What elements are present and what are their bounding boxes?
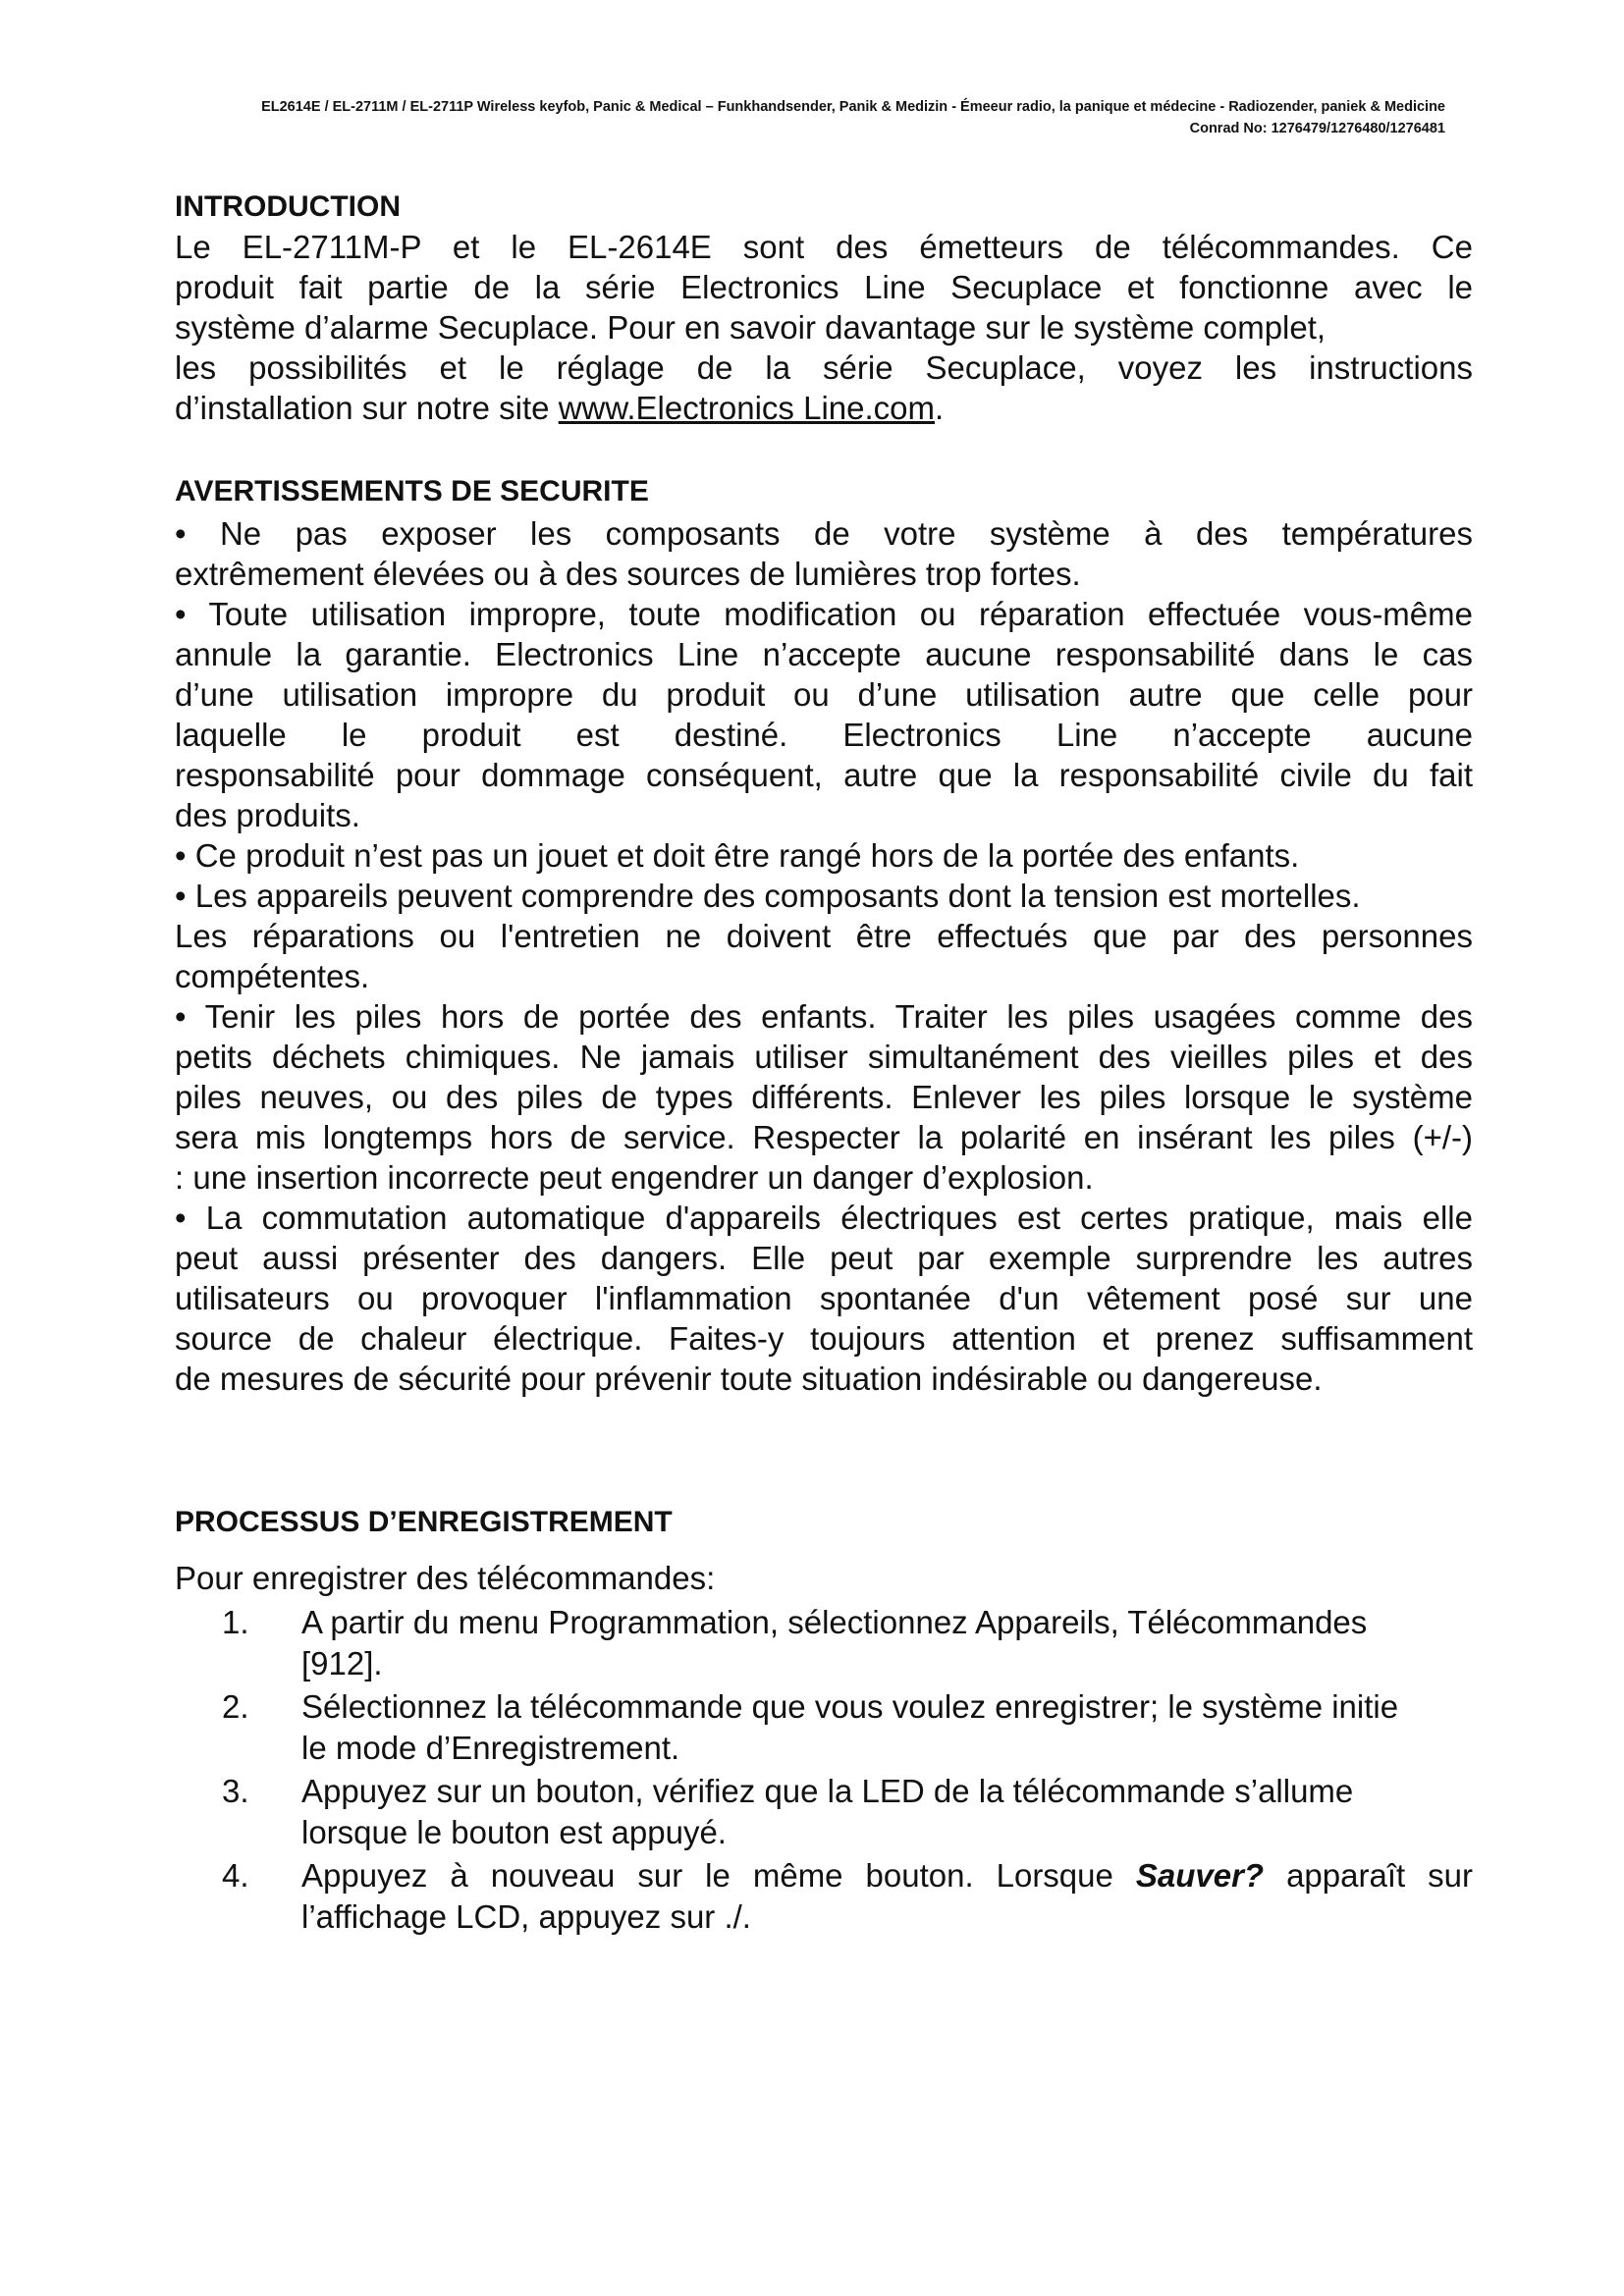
intro-text: d’installation sur notre site <box>175 390 559 426</box>
step-text: l’affichage LCD, appuyez sur ./. <box>301 1898 751 1935</box>
safety-line: • Les appareils peuvent comprendre des composants dont la tension est mortelles. <box>175 878 1361 914</box>
intro-line-last <box>175 388 1473 428</box>
website-link[interactable]: www.Electronics Line.com <box>558 390 936 426</box>
step-item <box>175 1855 1473 1938</box>
introduction-section <box>175 187 1473 428</box>
registration-section <box>175 1502 1473 1940</box>
safety-line: sera mis longtemps hors de service. Respecter la polarité en insérant les piles (+/-) <box>175 1119 1473 1155</box>
step-text: Appuyez sur un bouton, vérifiez que la LED de la télécommande s’allume <box>301 1773 1354 1809</box>
lcd-prompt: Sauver? <box>1135 1857 1265 1894</box>
safety-line: extrêmement élevées ou à des sources de lumières trop fortes. <box>175 556 1081 592</box>
registration-heading: PROCESSUS D’ENREGISTREMENT <box>175 1506 673 1538</box>
safety-line: • Ne pas exposer les composants de votre système à des températures <box>175 515 1473 552</box>
safety-heading: AVERTISSEMENTS DE SECURITE <box>175 475 649 507</box>
safety-line: compétentes. <box>175 958 370 994</box>
step-number: 2. <box>222 1688 249 1725</box>
safety-line: laquelle le produit est destiné. Electronics Line n’accepte aucune <box>175 717 1473 753</box>
intro-text: . <box>935 390 945 426</box>
safety-line: piles neuves, ou des piles de types différents. Enlever les piles lorsque le système <box>175 1079 1473 1115</box>
safety-line: source de chaleur électrique. Faites-y toujours attention et prenez suffisamment <box>175 1320 1473 1357</box>
step-text-part: Appuyez à nouveau sur le même bouton. Lorsque <box>301 1857 1136 1894</box>
safety-line: • La commutation automatique d'appareils électriques est certes pratique, mais elle <box>175 1200 1473 1236</box>
safety-line: d’une utilisation impropre du produit ou d’une utilisation autre que celle pour <box>175 676 1473 713</box>
intro-line: les possibilités et le réglage de la série Secuplace, voyez les instructions <box>175 349 1473 386</box>
safety-line: de mesures de sécurité pour prévenir toute situation indésirable ou dangereuse. <box>175 1361 1323 1397</box>
step-item <box>175 1771 1473 1853</box>
step-text: lorsque le bouton est appuyé. <box>301 1814 727 1850</box>
safety-section <box>175 471 1473 1399</box>
step-text: A partir du menu Programmation, sélectionnez Appareils, Télécommandes <box>301 1604 1368 1640</box>
safety-line: • Toute utilisation impropre, toute modification ou réparation effectuée vous-même <box>175 596 1473 632</box>
introduction-heading: INTRODUCTION <box>175 190 401 223</box>
step-text: Sélectionnez la télécommande que vous voulez enregistrer; le système initie <box>301 1688 1399 1725</box>
safety-line: utilisateurs ou provoquer l'inflammation spontanée d'un vêtement posé sur une <box>175 1280 1473 1316</box>
intro-line: produit fait partie de la série Electronics Line Secuplace et fonctionne avec le <box>175 269 1473 305</box>
safety-line: responsabilité pour dommage conséquent, autre que la responsabilité civile du fait <box>175 757 1473 793</box>
step-item <box>175 1602 1473 1684</box>
step-number: 4. <box>222 1857 249 1894</box>
step-item <box>175 1686 1473 1769</box>
safety-line: Les réparations ou l'entretien ne doivent être effectués que par des personnes <box>175 918 1473 954</box>
step-text <box>301 1855 1473 1896</box>
safety-line: peut aussi présenter des dangers. Elle peut par exemple surprendre les autres <box>175 1240 1473 1276</box>
registration-intro: Pour enregistrer des télécommandes: <box>175 1560 716 1596</box>
step-text-part: apparaît sur <box>1264 1857 1473 1894</box>
safety-line: • Tenir les piles hors de portée des enfants. Traiter les piles usagées comme des <box>175 998 1473 1035</box>
safety-line: des produits. <box>175 797 360 833</box>
safety-line: : une insertion incorrecte peut engendrer un danger d’explosion. <box>175 1159 1094 1196</box>
safety-line: • Ce produit n’est pas un jouet et doit être rangé hors de la portée des enfants. <box>175 837 1300 874</box>
safety-text <box>175 513 1473 1399</box>
document-header-title: EL2614E / EL-2711M / EL-2711P Wireless keyfob, Panic & Medical – Funkhandsender, Panik & Medizin - Émeeur radio, la panique et médecine - Radiozender, paniek & Medicine <box>261 99 1445 115</box>
intro-line: système d’alarme Secuplace. Pour en savoir davantage sur le système complet, <box>175 309 1326 346</box>
step-text: [912]. <box>301 1645 383 1682</box>
step-number: 3. <box>222 1773 249 1809</box>
conrad-number: Conrad No: 1276479/1276480/1276481 <box>1189 121 1445 136</box>
step-number: 1. <box>222 1604 249 1640</box>
safety-line: petits déchets chimiques. Ne jamais utiliser simultanément des vieilles piles et des <box>175 1039 1473 1075</box>
intro-line: Le EL-2711M-P et le EL-2614E sont des émetteurs de télécommandes. Ce <box>175 229 1473 265</box>
step-text: le mode d’Enregistrement. <box>301 1730 680 1766</box>
safety-line: annule la garantie. Electronics Line n’accepte aucune responsabilité dans le cas <box>175 636 1473 672</box>
